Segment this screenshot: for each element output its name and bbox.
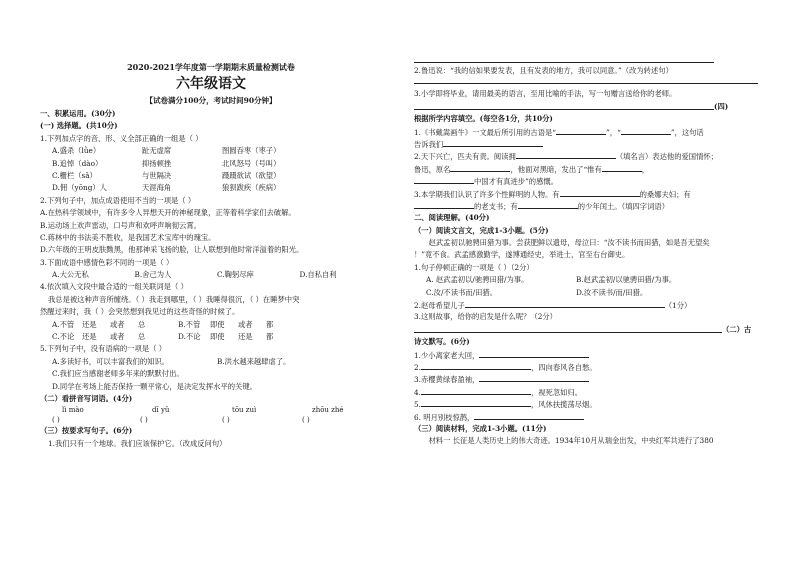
answer-blank[interactable]: ( ) — [222, 416, 230, 425]
fill-text: 2.天下兴亡，匹夫有责。阅读拥 — [414, 152, 516, 162]
option-cell: 或者 — [238, 319, 253, 329]
fill-text: 4. — [414, 387, 421, 397]
rq1-option: A. 赵武孟初以/驰骋田猎/为事。 — [426, 275, 529, 285]
reading-question-3: 3.这则故事，给你的启发是什么呢？（2分） — [414, 312, 557, 322]
pinyin: dī yǔ — [152, 406, 170, 415]
section-number: (四) — [714, 101, 729, 111]
q2-option: A.在热科学领域中，有许多令人异想天开的神秘现象，正等着科学家们去破解。 — [40, 208, 296, 218]
fill-text: ，四向春风各自愁。 — [530, 362, 597, 372]
fill-item-2 — [414, 150, 758, 162]
q1-option-row — [40, 170, 382, 182]
fill-text: ，他面对黑暗，发出了“惟有 — [510, 164, 602, 174]
q3-options — [40, 269, 382, 281]
material-passage: 材料一 长征是人类历史上的伟大奇迹。1934年10月从瑞金出发，中央红军共进行了380 — [414, 436, 714, 446]
q3-option: B.舍己为人 — [134, 270, 172, 280]
pinyin: lì mào — [62, 406, 84, 415]
fill-blank[interactable] — [516, 150, 616, 159]
answer-blank[interactable]: ( ) — [52, 416, 60, 425]
answer-line[interactable] — [414, 52, 714, 63]
answer-line[interactable] — [414, 101, 714, 110]
q1-option-row — [40, 182, 382, 194]
question-5: 5.下列句子中，没有语病的一项是（ ） — [40, 344, 167, 354]
subsection-heading: （二）古 — [722, 324, 752, 334]
answer-line[interactable] — [414, 77, 758, 84]
fill-text: ，视死忽如归。 — [530, 387, 583, 397]
fill-item-3 — [414, 188, 758, 200]
option-cell: 都 — [266, 319, 274, 329]
classical-passage: ！”竟不食。武孟感激勤学，遂博通经史，举进士，官至右台御史。 — [414, 250, 630, 260]
q4-passage: 我总是被这种声音所缠绕。（ ）我走到哪里，（ ）我睡得很沉，（ ）在睡梦中突 — [48, 294, 300, 304]
option-cell: 狼狈跋疾（疾病） — [222, 183, 281, 193]
question-1: 1.下列加点字的音、形、义全部正确的一组是（ ） — [40, 133, 203, 143]
section-heading: 一、积累运用。(30分) — [40, 109, 116, 118]
right-question-2: 2.鲁迅说：“我的信如果要发表，且有发表的地方，我可以同意。”（改为转述句） — [414, 66, 673, 75]
poem-line — [414, 386, 758, 398]
option-cell: 即使 — [210, 319, 225, 329]
q3-option: D.自私自利 — [299, 270, 337, 280]
subsection-heading: （三）阅读材料，完成1-3小题。(11分) — [414, 423, 547, 433]
option-cell: D.佣（yōng）人 — [52, 183, 107, 193]
fill-blank[interactable] — [450, 163, 510, 172]
option-cell: 总 — [138, 319, 146, 329]
fill-blank[interactable] — [560, 188, 640, 197]
option-cell: A.不管 — [52, 319, 75, 329]
fill-blank[interactable] — [421, 398, 531, 407]
option-cell: 还是 — [82, 319, 97, 329]
question-3: 3.下面成语中感情色彩不同的一项是（ ） — [40, 257, 174, 267]
poem-line — [414, 411, 758, 423]
rq1-option: B.赵武孟初/以驰骋田猎/为事。 — [576, 275, 677, 285]
q5-option-row — [40, 356, 382, 368]
reading-question-1: 1.句子停顿正确的一项是（ ）（2分） — [414, 262, 534, 272]
rq1-option: D.汝不读书/而/田猎。 — [576, 287, 648, 297]
pinyin: tōu zuì — [232, 406, 257, 415]
q5-option: C.我们应当感谢老师多年来的默默付出。 — [52, 369, 184, 379]
subsection-heading: (一) 选择题。(共10分) — [40, 121, 118, 131]
answer-line[interactable] — [414, 324, 722, 333]
subsection-heading: 诗文默写。(6分) — [414, 337, 470, 347]
fill-item-3-cont — [414, 200, 758, 212]
fill-blank[interactable] — [465, 299, 665, 308]
subsection-heading: （一）阅读文言文，完成1-3小题。(5分) — [414, 225, 549, 235]
fill-text: ”，“ — [606, 127, 621, 137]
option-cell: 还是 — [82, 332, 97, 342]
option-cell: 与世隔决 — [142, 170, 172, 180]
pinyin: zhōu zhé — [312, 406, 344, 415]
fill-blank[interactable] — [414, 175, 474, 184]
option-cell: 图圆吞枣（枣子） — [222, 146, 281, 156]
option-cell: 天涯海角 — [142, 183, 172, 193]
answer-blank[interactable]: ( ) — [302, 416, 310, 425]
q2-option: D.六年级的王明皮肤黝黑，他那神采飞扬的脸，让人联想到他时常洋溢着的阳光。 — [40, 245, 304, 255]
q4-passage: 然醒过来时，我（ ）会突然想到我见过的这些奇怪的时候了。 — [40, 307, 240, 317]
section-heading: 二、阅读理解。(40分) — [414, 213, 490, 223]
answer-blank-row — [40, 415, 382, 425]
rq1-option: C.汝/不读书而/田猎。 — [426, 287, 497, 297]
fill-text: 的少年闰土。（填四字词语） — [577, 201, 669, 211]
answer-blank[interactable]: ( ) — [140, 416, 148, 425]
q3-option: A.大公无私 — [52, 270, 89, 280]
fill-blank[interactable] — [474, 411, 584, 420]
option-cell: 抑扬顿挫 — [142, 158, 172, 168]
right-column — [414, 52, 758, 448]
question-6: 1.我们只有一个地球。我们应该保护它。（改成反问句） — [48, 438, 227, 448]
subsection-heading: （二）看拼音写词语。(4分) — [40, 393, 133, 403]
poem-line — [414, 349, 758, 361]
fill-blank[interactable] — [421, 361, 531, 370]
q4-option-row — [40, 319, 382, 331]
q2-option: C.蒋林中的书法美不胜收，是我国艺术宝库中的瑰宝。 — [40, 232, 216, 242]
question-2: 2.下列句子中，加点成语使用不当的一项是（ ） — [40, 195, 196, 205]
fill-blank[interactable] — [443, 138, 543, 147]
reading-question-2 — [414, 299, 758, 311]
option-cell: 或者 — [110, 332, 125, 342]
exam-info: 【试卷满分100分，考试时间90分钟】 — [145, 96, 277, 105]
poem-line — [414, 361, 758, 373]
fill-blank[interactable] — [414, 200, 474, 209]
option-cell: 总 — [138, 332, 146, 342]
fill-text: 告诉我们 — [414, 139, 444, 149]
pinyin-row — [40, 405, 382, 415]
option-cell: A.盛杀（lǜe） — [52, 146, 101, 156]
answer-line-row — [414, 101, 758, 113]
q5-option: D.同学在考场上能否保持一颗平常心，是决定发挥水平的关键。 — [52, 381, 257, 391]
fill-text: 6. 明月别枝惊鹊， — [414, 412, 475, 422]
option-cell: 即使 — [210, 332, 225, 342]
fill-item-1-cont — [414, 138, 758, 150]
q5-option: A.多读好书，可以丰富我们的知识。 — [52, 356, 170, 366]
option-cell: B.不管 — [178, 319, 201, 329]
fill-blank[interactable] — [602, 163, 642, 172]
fill-text: （填名言）表达他的爱国情怀； — [615, 152, 718, 162]
option-cell: B.追悼（dào） — [52, 158, 103, 168]
fill-item-2-cont — [414, 163, 758, 175]
fill-blank[interactable] — [421, 386, 531, 395]
option-cell: 或者 — [110, 319, 125, 329]
fill-item-2-cont — [414, 175, 758, 187]
option-cell: 北风怒号（号叫） — [222, 158, 281, 168]
fill-item-1 — [414, 126, 758, 138]
fill-text: 1.少小离家老大回， — [414, 350, 480, 360]
classical-passage: 赵武孟初以驰骋田猎为事。尝获肥鲜以遗母，母泣曰：“汝不读书而田猎，如是吾无望矣 — [414, 238, 710, 248]
fill-blank[interactable] — [479, 349, 589, 358]
fill-text: 的老支书；有 — [474, 201, 518, 211]
fill-text: ，风休扶揽荡尽烟。 — [530, 400, 597, 410]
option-cell: C.栅栏（sǎ） — [52, 170, 97, 180]
q1-option-row — [40, 158, 382, 170]
rq1-option-row — [414, 274, 758, 286]
fill-text: 2.赵母希望儿子 — [414, 301, 465, 311]
option-cell: D.不论 — [178, 332, 201, 342]
fill-blank[interactable] — [479, 373, 589, 382]
option-cell: 都 — [266, 332, 274, 342]
right-question-3: 3.小学即将毕业，请用最美的语言，至用比喻的手法，写一句赠言送给你的老师。 — [414, 89, 677, 99]
fill-blank[interactable] — [621, 126, 671, 135]
fill-text: ”，这句话 — [670, 127, 704, 137]
q3-option: C.鞠躬尽瘁 — [217, 270, 254, 280]
fill-text: 鲁迅，原名 — [414, 164, 451, 174]
fill-text: 3.本学期我们认识了许多个性鲜明的人物。有 — [414, 189, 560, 199]
section-heading: 根据所学内容填空。(每空各1分，共10分) — [414, 114, 553, 124]
fill-text: 中国才有真进步”的感慨。 — [474, 177, 558, 187]
subsection-heading: （三）按要求写句子。(6分) — [40, 426, 133, 436]
option-cell: 蹑蹑欲试（欲望） — [222, 170, 281, 180]
fill-text: 5. — [414, 400, 421, 410]
q5-option: B.洪水越来越肆虐了。 — [217, 356, 291, 366]
q1-option-row — [40, 145, 382, 157]
fill-blank[interactable] — [518, 200, 578, 209]
poem-line — [414, 398, 758, 410]
exam-title: 2020-2021学年度第一学期期末质量检测试卷 — [127, 62, 295, 72]
option-cell: C.不论 — [52, 332, 75, 342]
fill-text: 1.《书戴嵩画牛》一文最后所引用的古语是“ — [414, 127, 557, 137]
rq1-option-row — [414, 287, 758, 299]
poem-line — [414, 373, 758, 385]
answer-line-row — [414, 324, 758, 336]
fill-text: 的桑娜夫妇；有 — [639, 189, 691, 199]
exam-subject: 六年级语文 — [176, 76, 246, 92]
left-column — [40, 52, 382, 450]
question-4: 4.依次填入文段中最合适的一组关联词是（ ） — [40, 282, 188, 292]
fill-blank[interactable] — [556, 126, 606, 135]
fill-text: ， — [641, 164, 650, 174]
option-cell: 还是 — [238, 332, 253, 342]
fill-text: （1分） — [664, 301, 692, 311]
fill-text: 2. — [414, 362, 421, 372]
q2-option: B.运动场上欢声雷动，口号声和欢呼声响彻云霄。 — [40, 220, 201, 230]
q4-option-row — [40, 331, 382, 343]
option-cell: 趾无虚席 — [142, 146, 172, 156]
fill-text: 3.赤樱黄绿春盈袖， — [414, 375, 480, 385]
